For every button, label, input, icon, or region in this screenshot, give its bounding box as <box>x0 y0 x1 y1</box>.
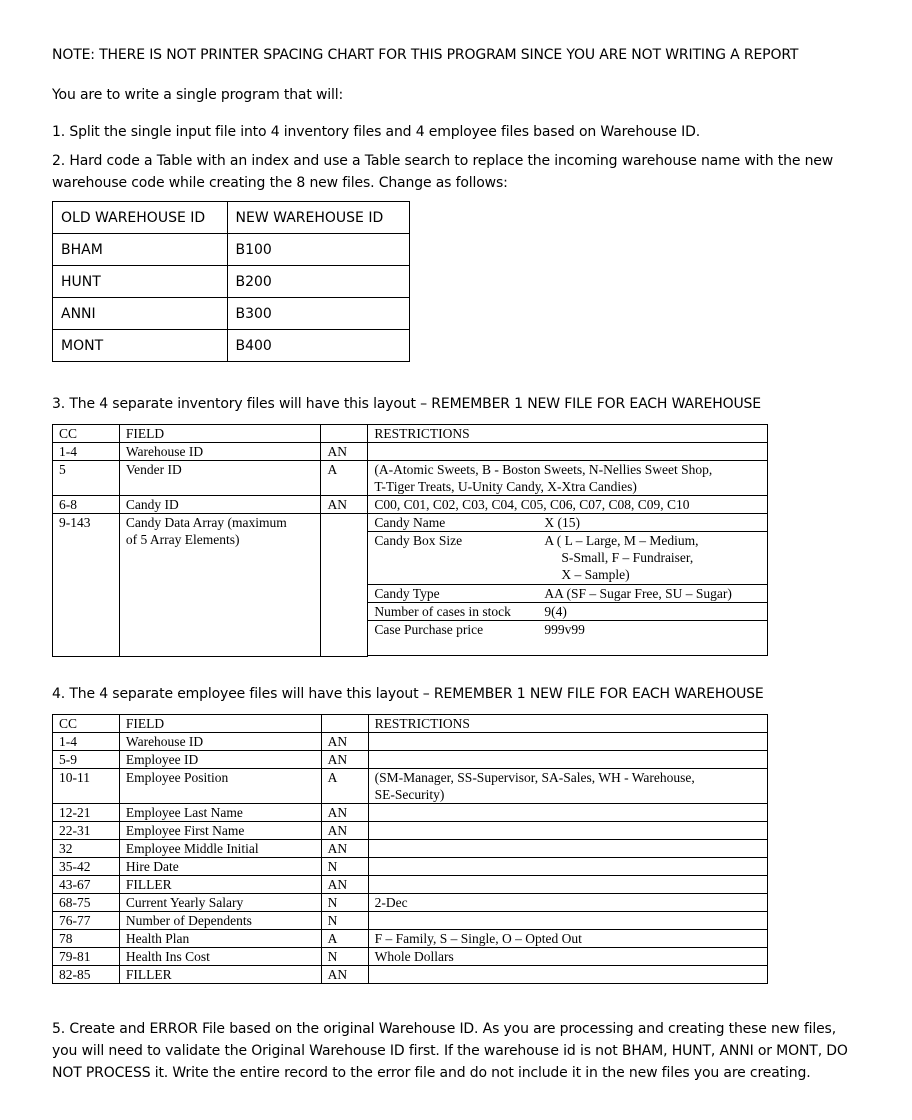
step-3-text: 3. The 4 separate inventory files will have this layout – REMEMBER 1 NEW FILE FOR EACH WAREHOUSE <box>52 396 761 412</box>
table-cell: B400 <box>227 330 409 362</box>
cc-cell: 76-77 <box>53 912 120 930</box>
step-1-text: 1. Split the single input file into 4 inventory files and 4 employee files based on Warehouse ID. <box>52 124 701 140</box>
restrictions-cell: F – Family, S – Single, O – Opted Out <box>368 930 767 948</box>
type-cell: N <box>321 858 368 876</box>
field-cell: Hire Date <box>119 858 321 876</box>
table-cell: B200 <box>227 266 409 298</box>
table-row <box>53 751 768 769</box>
cc-cell: 5-9 <box>53 751 120 769</box>
array-field-name: Case Purchase price <box>374 622 484 637</box>
field-cell: Warehouse ID <box>119 733 321 751</box>
array-field-cell <box>368 585 768 603</box>
table-header-row <box>53 202 410 234</box>
table-row <box>53 912 768 930</box>
table-header: RESTRICTIONS <box>368 425 768 443</box>
restrictions-cell: 2-Dec <box>368 894 767 912</box>
restrictions-line: (SM-Manager, SS-Supervisor, SA-Sales, WH - Warehouse, <box>374 770 695 785</box>
table-row <box>53 461 768 496</box>
type-cell <box>321 514 368 656</box>
restrictions-line: T-Tiger Treats, U-Unity Candy, X-Xtra Candies) <box>374 479 637 494</box>
table-row <box>53 266 410 298</box>
table-row <box>53 966 768 984</box>
table-cell: B100 <box>227 234 409 266</box>
table-cell: BHAM <box>53 234 228 266</box>
type-cell: A <box>321 769 368 804</box>
field-cell: Employee First Name <box>119 822 321 840</box>
table-header-row <box>53 715 768 733</box>
table-row <box>53 948 768 966</box>
table-header: CC <box>53 425 120 443</box>
table-cell: MONT <box>53 330 228 362</box>
table-row <box>53 840 768 858</box>
intro-text: You are to write a single program that will: <box>52 87 344 103</box>
step-4-text: 4. The 4 separate employee files will have this layout – REMEMBER 1 NEW FILE FOR EACH WAREHOUSE <box>52 686 764 702</box>
type-cell: AN <box>321 822 368 840</box>
type-cell: AN <box>321 804 368 822</box>
restrictions-cell <box>368 876 767 894</box>
restrictions-cell <box>368 912 767 930</box>
field-cell: Employee Last Name <box>119 804 321 822</box>
restrictions-cell: C00, C01, C02, C03, C04, C05, C06, C07, C08, C09, C10 <box>368 496 768 514</box>
employee-layout-table <box>52 714 768 984</box>
restrictions-cell <box>368 461 768 496</box>
restrictions-cell <box>368 804 767 822</box>
array-field-spec: X (15) <box>544 515 581 530</box>
array-field-cell <box>368 532 768 585</box>
cc-cell: 22-31 <box>53 822 120 840</box>
field-cell: FILLER <box>119 966 321 984</box>
restrictions-cell <box>368 751 767 769</box>
field-cell: FILLER <box>119 876 321 894</box>
restrictions-cell <box>368 966 767 984</box>
table-header: FIELD <box>119 425 321 443</box>
cc-cell: 10-11 <box>53 769 120 804</box>
table-row <box>53 930 768 948</box>
table-row <box>53 894 768 912</box>
field-cell: Number of Dependents <box>119 912 321 930</box>
cc-cell: 82-85 <box>53 966 120 984</box>
array-field-spec: AA (SF – Sugar Free, SU – Sugar) <box>544 586 732 601</box>
restrictions-cell <box>368 443 768 461</box>
table-header <box>321 425 368 443</box>
table-row <box>53 858 768 876</box>
array-field-spec: A ( L – Large, M – Medium, <box>544 533 699 548</box>
table-row <box>53 330 410 362</box>
field-cell: Vender ID <box>119 461 321 496</box>
step-2-text: 2. Hard code a Table with an index and use a Table search to replace the incoming warehouse name with the new warehouse code while creating the 8 new files. Change as follows: <box>52 153 834 191</box>
type-cell: AN <box>321 966 368 984</box>
array-field-spec: 9(4) <box>544 604 567 619</box>
cc-cell: 78 <box>53 930 120 948</box>
restrictions-cell <box>368 769 767 804</box>
field-cell: Employee ID <box>119 751 321 769</box>
field-cell: Warehouse ID <box>119 443 321 461</box>
type-cell: AN <box>321 876 368 894</box>
cc-cell: 6-8 <box>53 496 120 514</box>
step-5-text: 5. Create and ERROR File based on the original Warehouse ID. As you are processing and creating these new files, you will need to validate the Original Warehouse ID first. If the warehouse id is not BHAM, HUNT, ANNI or MONT, DO NOT PROCESS it. Write the entire record to the error file and do not include it in the new files you are creating. <box>52 1021 848 1081</box>
table-row <box>53 876 768 894</box>
field-cell: Health Plan <box>119 930 321 948</box>
array-field-spec: 999v99 <box>544 622 585 637</box>
table-row <box>53 298 410 330</box>
type-cell: AN <box>321 840 368 858</box>
table-row <box>53 234 410 266</box>
table-header: CC <box>53 715 120 733</box>
type-cell: A <box>321 461 368 496</box>
field-line: Candy Data Array (maximum <box>125 515 287 530</box>
field-line: of 5 Array Elements) <box>125 532 240 547</box>
array-field-cell <box>368 621 768 656</box>
type-cell: A <box>321 930 368 948</box>
table-header-row <box>53 425 768 443</box>
cc-cell: 79-81 <box>53 948 120 966</box>
cc-cell: 1-4 <box>53 733 120 751</box>
type-cell: N <box>321 948 368 966</box>
restrictions-cell: Whole Dollars <box>368 948 767 966</box>
restrictions-line: (A-Atomic Sweets, B - Boston Sweets, N-Nellies Sweet Shop, <box>374 462 713 477</box>
array-field-name: Number of cases in stock <box>374 604 511 619</box>
table-row <box>53 822 768 840</box>
table-row <box>53 496 768 514</box>
cc-cell: 68-75 <box>53 894 120 912</box>
restrictions-cell <box>368 858 767 876</box>
table-header: FIELD <box>119 715 321 733</box>
array-field-name: Candy Name <box>374 515 446 530</box>
cc-cell: 12-21 <box>53 804 120 822</box>
inventory-layout-table <box>52 424 768 657</box>
table-header: OLD WAREHOUSE ID <box>53 202 228 234</box>
cc-cell: 9-143 <box>53 514 120 656</box>
warehouse-mapping-table <box>52 201 410 362</box>
array-field-cell <box>368 603 768 621</box>
array-field-name: Candy Type <box>374 586 440 601</box>
restrictions-cell <box>368 733 767 751</box>
cc-cell: 32 <box>53 840 120 858</box>
restrictions-cell <box>368 822 767 840</box>
restrictions-cell <box>368 840 767 858</box>
array-field-spec-line: X – Sample) <box>561 567 630 582</box>
table-header: NEW WAREHOUSE ID <box>227 202 409 234</box>
table-row <box>53 514 768 532</box>
table-row <box>53 443 768 461</box>
cc-cell: 35-42 <box>53 858 120 876</box>
table-cell: HUNT <box>53 266 228 298</box>
type-cell: AN <box>321 496 368 514</box>
table-header: RESTRICTIONS <box>368 715 767 733</box>
field-cell <box>119 514 321 656</box>
type-cell: AN <box>321 733 368 751</box>
table-row <box>53 804 768 822</box>
type-cell: AN <box>321 443 368 461</box>
table-cell: B300 <box>227 298 409 330</box>
note-text: NOTE: THERE IS NOT PRINTER SPACING CHART FOR THIS PROGRAM SINCE YOU ARE NOT WRITING A REPORT <box>52 47 799 63</box>
restrictions-line: SE-Security) <box>374 787 445 802</box>
type-cell: N <box>321 912 368 930</box>
table-row <box>53 733 768 751</box>
cc-cell: 43-67 <box>53 876 120 894</box>
array-field-spec-line: S-Small, F – Fundraiser, <box>561 550 694 565</box>
table-cell: ANNI <box>53 298 228 330</box>
table-row <box>53 769 768 804</box>
table-header <box>321 715 368 733</box>
type-cell: AN <box>321 751 368 769</box>
cc-cell: 5 <box>53 461 120 496</box>
array-field-name: Candy Box Size <box>374 533 463 548</box>
field-cell: Candy ID <box>119 496 321 514</box>
type-cell: N <box>321 894 368 912</box>
table-bottom-border <box>53 656 768 657</box>
field-cell: Current Yearly Salary <box>119 894 321 912</box>
cc-cell: 1-4 <box>53 443 120 461</box>
field-cell: Health Ins Cost <box>119 948 321 966</box>
array-field-cell <box>368 514 768 532</box>
field-cell: Employee Middle Initial <box>119 840 321 858</box>
field-cell: Employee Position <box>119 769 321 804</box>
